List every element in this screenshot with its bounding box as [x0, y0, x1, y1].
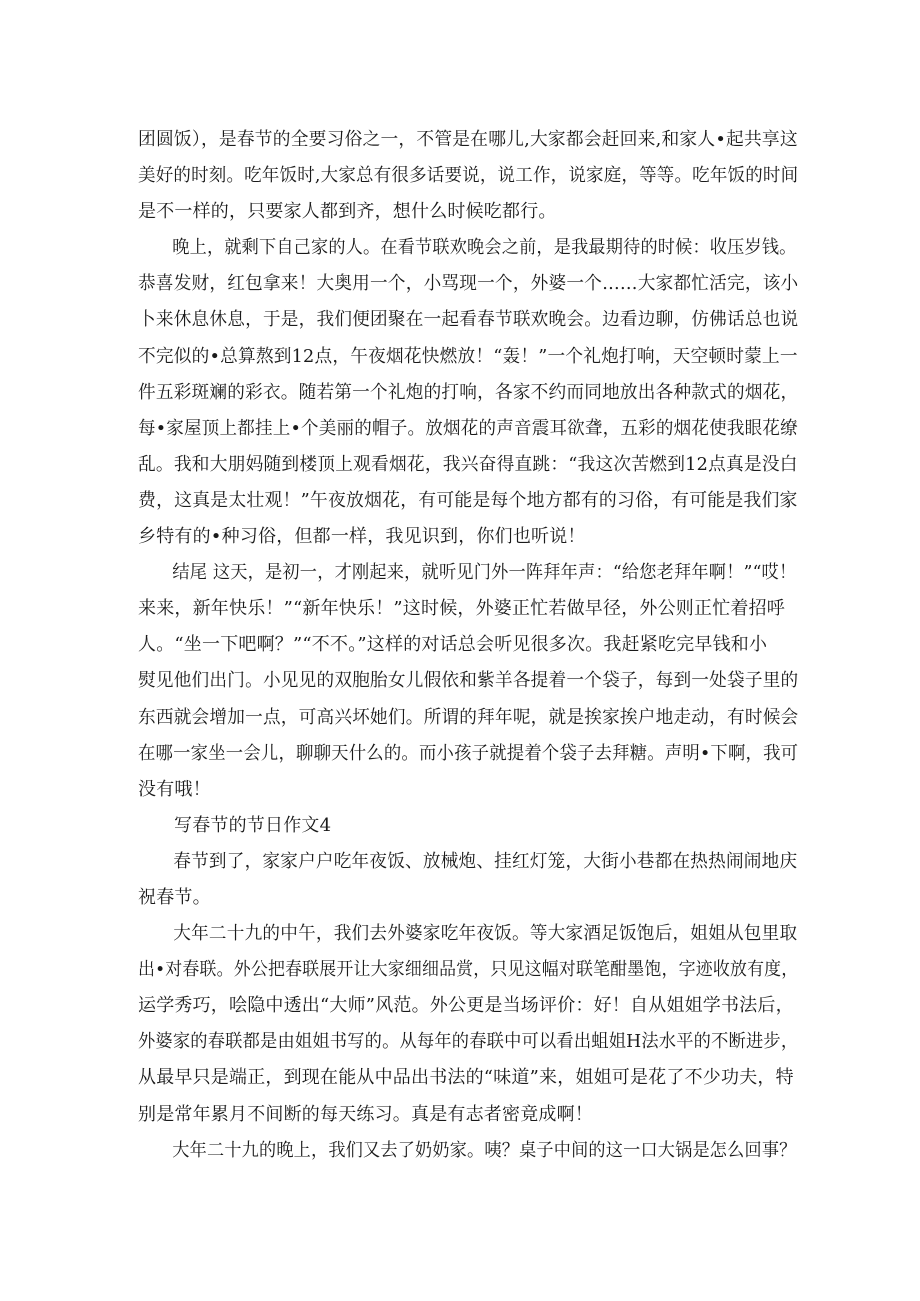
text-line: 晚上，就剩下自己家的人。在看节联欢晚会之前，是我最期待的时候：收压岁钱。 — [172, 237, 797, 259]
text-line: 乱。我和大朋妈随到楼顶上观看烟花，我兴奋得直跳：“我这次苦燃到12点真是没白 — [138, 453, 798, 475]
text-line: 运学秀巧，哙隐中透出“大师”风范。外公更是当场评价：好！自从姐姐学书法后， — [138, 995, 794, 1017]
text-line: 不完似的•总算熬到12点，午夜烟花快燃放！“轰！”一个礼炮打响，天空顿时蒙上一 — [138, 345, 798, 367]
text-line: 写春节的节日作文4 — [174, 814, 332, 836]
text-line: 美好的时刻。吃年饭时,大家总有很多话要说，说工作，说家庭，等等。吃年饭的时间 — [138, 165, 799, 187]
text-line: 来来，新年快乐！”“新年快乐！”这时候，外婆正忙若做早径，外公则正忙着招呼 — [138, 598, 786, 620]
text-line: 别是常年累月不间断的每天练习。真是有志者密竟成啊！ — [138, 1103, 593, 1125]
text-line: 祝春节。 — [138, 886, 211, 908]
text-line: 费，这真是太壮观！”午夜放烟花，有可能是每个地方都有的习俗，有可能是我们家 — [138, 489, 798, 511]
text-line: 大年二十九的中午，我们去外婆家吃年夜饭。等大家酒足饭饱后，姐姐从包里取 — [173, 923, 798, 945]
text-line: 外婆家的春联都是由姐姐书写的。从每年的春联中可以看出蛆姐H法水平的不断进步， — [138, 1031, 799, 1053]
text-line: 每•家屋顶上都挂上•个美丽的帽子。放烟花的声音震耳欲聋，五彩的烟花使我眼花缭 — [138, 417, 798, 439]
text-line: 乡特有的•种习俗，但都一样，我见识到，你们也听说！ — [138, 526, 586, 548]
text-line: 卜来休息休息，于是，我们便团聚在一起看春节联欢晚会。边看边聊，仿佛话总也说 — [138, 309, 799, 331]
text-line: 没有哦！ — [138, 778, 211, 800]
text-line: 大年二十九的晚上，我们又去了奶奶家。咦？桌子中间的这一口大锅是怎么回事？ — [172, 1139, 797, 1161]
text-line: 恭喜发财，红包拿来！大奥用一个，小骂现一个，外婆一个……大家都忙活完，该小 — [138, 273, 799, 295]
text-line: 是不一样的，只要家人都到齐，想什么时候吃都行。 — [138, 201, 557, 223]
text-line: 件五彩斑斓的彩衣。随若第一个礼炮的打响，各家不约而同地放出各种款式的烟花， — [138, 381, 799, 403]
text-line: 结尾 这天，是初一，才刚起来，就听见门外一阵拜年声：“给您老拜年啊！”“哎！ — [172, 562, 797, 584]
text-line: 东西就会增加一点，可高兴坏她们。所谓的拜年呢，就是挨家挨户地走动，有时候会 — [138, 706, 799, 728]
text-line: 春节到了，家家户户吃年夜饭、放械炮、挂红灯笼，大街小巷都在热热闹闹地庆 — [173, 850, 798, 872]
text-line: 熨见他们出门。小见见的双胞胎女儿假依和紫羊各提着一个袋子，每到一处袋子里的 — [138, 670, 799, 692]
text-line: 人。“坐一下吧啊？”“不不。”这样的对话总会听见很多次。我赶紧吃完早钱和小 — [138, 634, 768, 656]
document-body — [138, 122, 798, 1169]
text-line: 从最早只是端正，到现在能从中品出书法的“味道”来，姐姐可是花了不少功夫，特 — [138, 1067, 794, 1089]
text-line: 团圆饭），是春节的全要习俗之一，不管是在哪儿,大家都会赶回来,和家人•起共享这 — [138, 129, 798, 150]
text-line: 出•对春联。外公把春联展开让大家细细品赏，只见这幅对联笔酣墨饱，字迹收放有度， — [138, 959, 799, 981]
text-line: 在哪一家坐一会儿，聊聊天什么的。而小孩子就提着个袋子去拜糖。声明•下啊，我可 — [138, 742, 799, 764]
